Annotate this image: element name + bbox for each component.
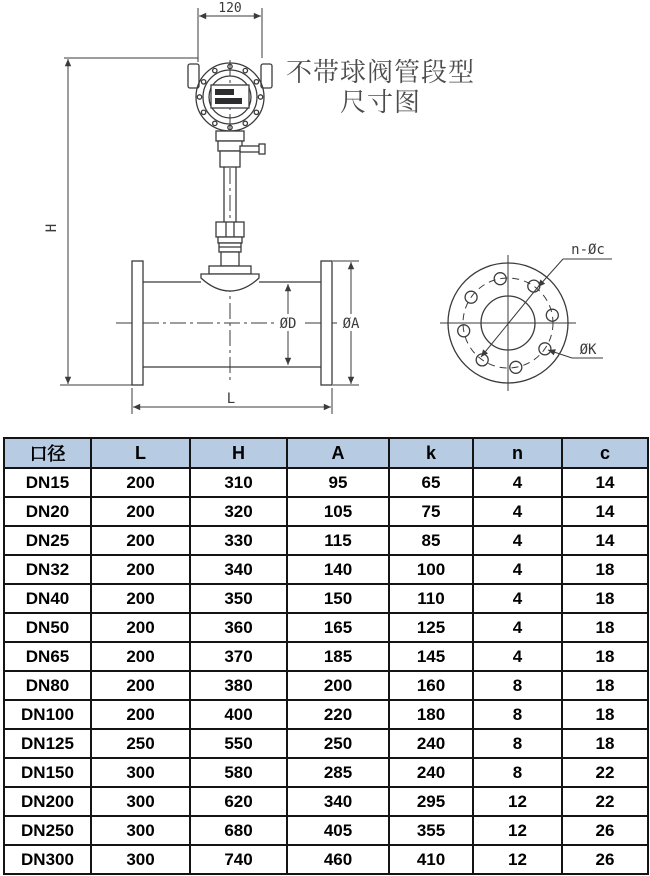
cell-c: 14 — [562, 526, 648, 555]
cell-k: 180 — [389, 700, 473, 729]
cell-A: 340 — [287, 787, 389, 816]
cell-caliber: DN300 — [4, 845, 91, 874]
cell-k: 65 — [389, 468, 473, 497]
cell-n: 8 — [473, 671, 562, 700]
flange-front-view — [440, 242, 612, 391]
dim-label-bolt-circle: ØK — [579, 342, 597, 358]
cell-L: 200 — [91, 526, 190, 555]
cell-L: 200 — [91, 555, 190, 584]
table-row — [4, 758, 648, 787]
cell-c: 18 — [562, 555, 648, 584]
cell-A: 165 — [287, 613, 389, 642]
cell-c: 18 — [562, 700, 648, 729]
cell-c: 22 — [562, 787, 648, 816]
cell-caliber: DN50 — [4, 613, 91, 642]
cell-A: 460 — [287, 845, 389, 874]
cell-k: 295 — [389, 787, 473, 816]
cell-caliber: DN20 — [4, 497, 91, 526]
drawing-title — [283, 57, 478, 117]
table-row — [4, 555, 648, 584]
cell-caliber: DN40 — [4, 584, 91, 613]
cell-H: 620 — [190, 787, 287, 816]
cell-A: 405 — [287, 816, 389, 845]
dimension-flange-diameter — [333, 261, 365, 385]
cell-caliber: DN15 — [4, 468, 91, 497]
cell-caliber: DN65 — [4, 642, 91, 671]
cell-k: 410 — [389, 845, 473, 874]
table-row — [4, 787, 648, 816]
cell-c: 18 — [562, 729, 648, 758]
dim-label-H: H — [44, 223, 60, 233]
cell-A: 150 — [287, 584, 389, 613]
cell-L: 200 — [91, 613, 190, 642]
cell-L: 300 — [91, 816, 190, 845]
table-row — [4, 845, 648, 874]
cell-c: 26 — [562, 816, 648, 845]
hex-nut — [216, 222, 244, 237]
table-row — [4, 613, 648, 642]
cell-H: 340 — [190, 555, 287, 584]
cell-caliber: DN250 — [4, 816, 91, 845]
cell-n: 8 — [473, 700, 562, 729]
cell-n: 8 — [473, 758, 562, 787]
cell-caliber: DN150 — [4, 758, 91, 787]
cell-L: 300 — [91, 787, 190, 816]
cell-A: 285 — [287, 758, 389, 787]
table-row — [4, 497, 648, 526]
cell-caliber: DN32 — [4, 555, 91, 584]
technical-drawing — [0, 0, 650, 437]
table-row — [4, 816, 648, 845]
cell-H: 740 — [190, 845, 287, 874]
cell-A: 220 — [287, 700, 389, 729]
table-row — [4, 526, 648, 555]
cell-k: 75 — [389, 497, 473, 526]
cell-H: 320 — [190, 497, 287, 526]
cell-H: 550 — [190, 729, 287, 758]
header-L: L — [91, 438, 190, 468]
table-row — [4, 642, 648, 671]
cell-L: 200 — [91, 671, 190, 700]
dimension-inner-diameter — [274, 284, 302, 365]
saddle — [201, 274, 259, 291]
cell-n: 12 — [473, 816, 562, 845]
cell-k: 85 — [389, 526, 473, 555]
dim-label-A: ØA — [342, 316, 360, 332]
cell-n: 4 — [473, 468, 562, 497]
cell-k: 240 — [389, 758, 473, 787]
cell-L: 300 — [91, 845, 190, 874]
cell-H: 330 — [190, 526, 287, 555]
head-lug-right — [261, 64, 272, 88]
drawing-title-line2: 尺寸图 — [339, 87, 421, 117]
cell-H: 380 — [190, 671, 287, 700]
head-display — [211, 85, 249, 108]
cell-H: 360 — [190, 613, 287, 642]
dimension-table-header — [4, 438, 648, 468]
table-row — [4, 729, 648, 758]
cell-A: 140 — [287, 555, 389, 584]
cell-H: 580 — [190, 758, 287, 787]
cell-L: 300 — [91, 758, 190, 787]
cell-n: 12 — [473, 787, 562, 816]
sensor-stem — [201, 131, 265, 291]
cell-c: 22 — [562, 758, 648, 787]
cell-n: 8 — [473, 729, 562, 758]
cell-L: 200 — [91, 584, 190, 613]
cell-k: 240 — [389, 729, 473, 758]
cell-L: 200 — [91, 642, 190, 671]
table-row — [4, 671, 648, 700]
head-lug-left — [188, 64, 199, 88]
cell-caliber: DN100 — [4, 700, 91, 729]
cell-n: 4 — [473, 497, 562, 526]
cell-A: 95 — [287, 468, 389, 497]
header-k: k — [389, 438, 473, 468]
cell-A: 115 — [287, 526, 389, 555]
cell-n: 12 — [473, 845, 562, 874]
cell-H: 400 — [190, 700, 287, 729]
header-H: H — [190, 438, 287, 468]
cell-k: 125 — [389, 613, 473, 642]
dimension-table — [3, 437, 649, 875]
cell-c: 18 — [562, 584, 648, 613]
cell-c: 18 — [562, 671, 648, 700]
cable-gland — [240, 146, 260, 152]
header-n: n — [473, 438, 562, 468]
cell-caliber: DN125 — [4, 729, 91, 758]
cell-L: 250 — [91, 729, 190, 758]
cell-caliber: DN80 — [4, 671, 91, 700]
cell-n: 4 — [473, 555, 562, 584]
cell-c: 14 — [562, 497, 648, 526]
cell-A: 250 — [287, 729, 389, 758]
cell-k: 100 — [389, 555, 473, 584]
cell-A: 105 — [287, 497, 389, 526]
header-c: c — [562, 438, 648, 468]
dimension-height — [44, 58, 198, 385]
table-row — [4, 700, 648, 729]
table-row — [4, 468, 648, 497]
cell-L: 200 — [91, 497, 190, 526]
cell-n: 4 — [473, 526, 562, 555]
cell-L: 200 — [91, 700, 190, 729]
dimension-table-body — [4, 468, 648, 874]
dim-label-L: L — [226, 391, 236, 407]
cell-k: 145 — [389, 642, 473, 671]
cell-k: 355 — [389, 816, 473, 845]
cell-k: 160 — [389, 671, 473, 700]
cell-c: 26 — [562, 845, 648, 874]
cell-A: 185 — [287, 642, 389, 671]
dimension-length — [132, 388, 332, 414]
cell-c: 14 — [562, 468, 648, 497]
cell-c: 18 — [562, 613, 648, 642]
cell-H: 370 — [190, 642, 287, 671]
cell-n: 4 — [473, 642, 562, 671]
header-caliber: 口径 — [4, 438, 91, 468]
cell-L: 200 — [91, 468, 190, 497]
cell-caliber: DN200 — [4, 787, 91, 816]
cell-caliber: DN25 — [4, 526, 91, 555]
drawing-title-line1: 不带球阀管段型 — [285, 57, 475, 87]
cell-H: 310 — [190, 468, 287, 497]
dim-label-bolt-holes: n-Øc — [571, 242, 605, 258]
table-row — [4, 584, 648, 613]
cell-H: 680 — [190, 816, 287, 845]
cell-A: 200 — [287, 671, 389, 700]
dimension-top-width — [198, 1, 262, 62]
dim-label-D: ØD — [279, 316, 297, 332]
cell-n: 4 — [473, 584, 562, 613]
cell-k: 110 — [389, 584, 473, 613]
cell-H: 350 — [190, 584, 287, 613]
cell-n: 4 — [473, 613, 562, 642]
dim-label-120: 120 — [218, 1, 242, 16]
header-A: A — [287, 438, 389, 468]
cell-c: 18 — [562, 642, 648, 671]
